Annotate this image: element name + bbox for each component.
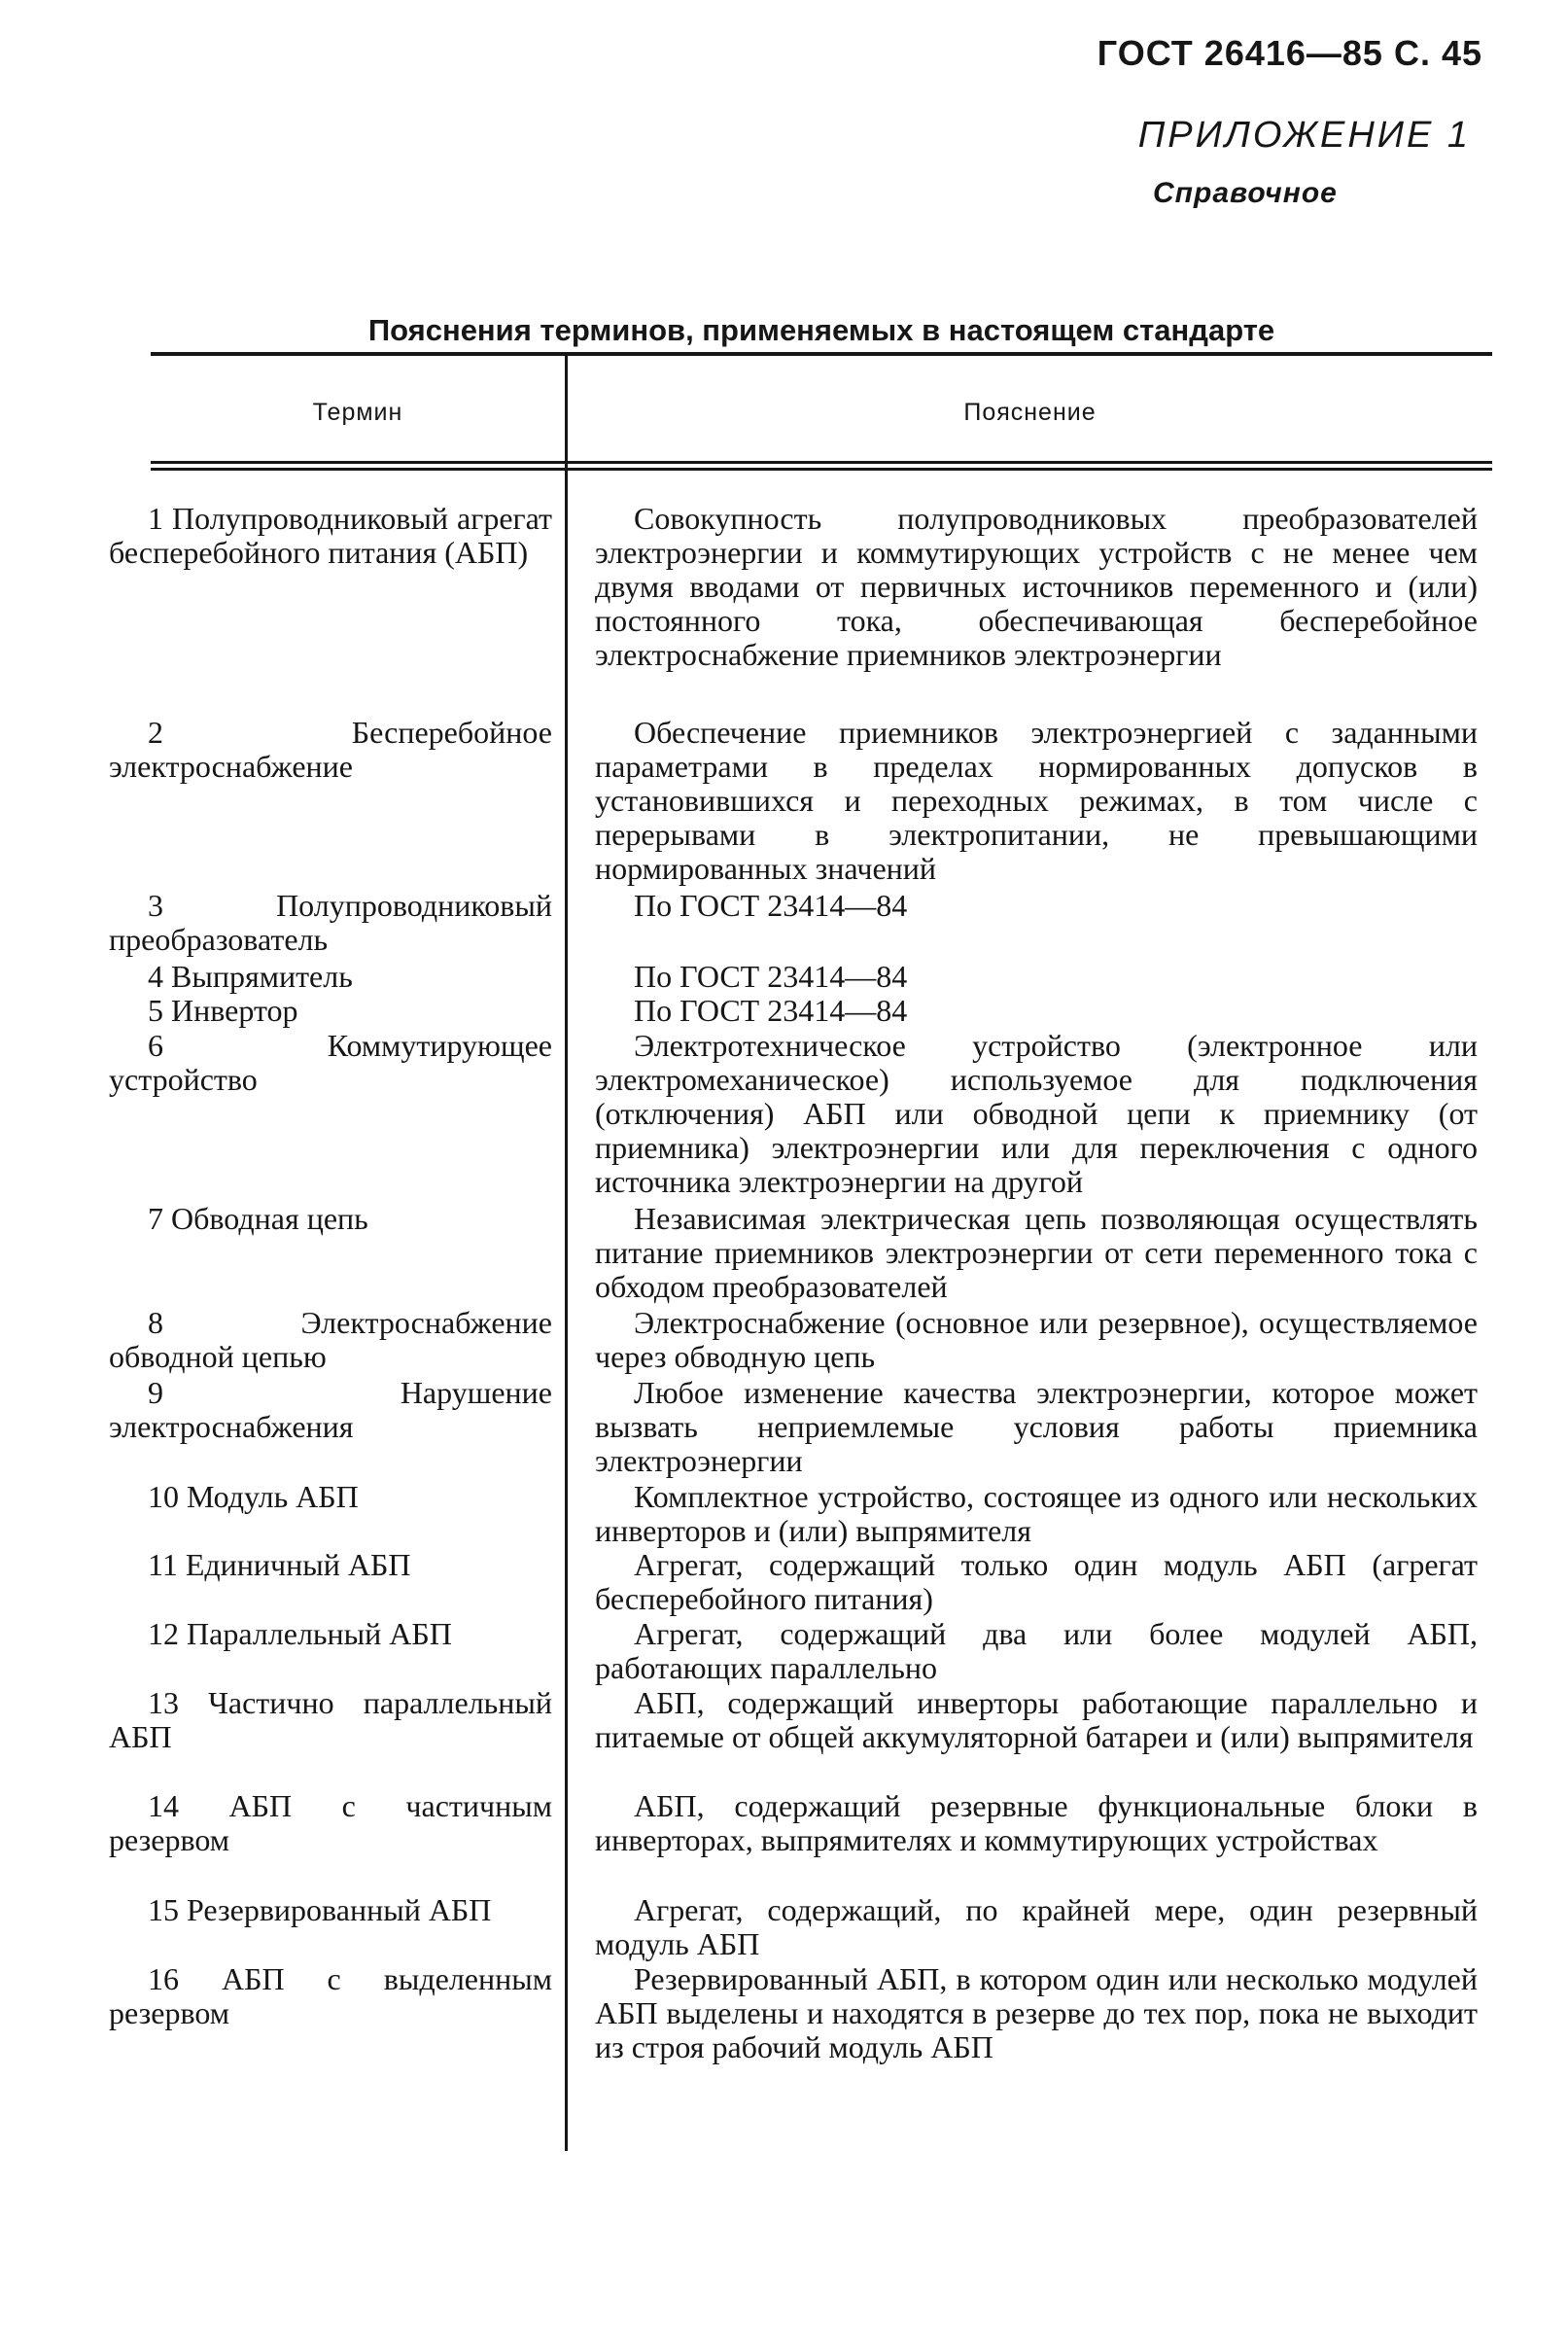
term-cell: 15 Резервированный АБП (148, 1892, 492, 1927)
explanation-cell: Любое изменение качества электроэнергии, которое может вызвать неприемлемые условия работы приемника электроэнергии (595, 1375, 1478, 1478)
explanation-cell: Агрегат, содержащий только один модуль АБП (агрегат бесперебойного питания) (595, 1547, 1478, 1616)
term-cell: 9 Нарушение электроснабжения (109, 1375, 552, 1444)
header-rule (151, 461, 1492, 464)
term-cell: 4 Выпрямитель (148, 959, 353, 994)
explanation-cell: Комплектное устройство, состоящее из одного или нескольких инверторов и (или) выпрямителя (595, 1479, 1478, 1548)
document-code: ГОСТ 26416—85 С. 45 (1097, 33, 1482, 73)
explanation-cell: Независимая электрическая цепь позволяющая осуществлять питание приемников электроэнергии от сети переменного тока с обходом преобразователей (595, 1201, 1478, 1304)
explanation-cell: По ГОСТ 23414—84 (634, 888, 908, 923)
term-cell: 7 Обводная цепь (148, 1201, 368, 1236)
explanation-cell: Агрегат, содержащий, по крайней мере, один резервный модуль АБП (595, 1892, 1478, 1961)
term-cell: 5 Инвертор (148, 993, 298, 1028)
term-cell: 1 Полупроводниковый агрегат бесперебойного питания (АБП) (109, 501, 552, 570)
table-top-rule (151, 352, 1492, 356)
appendix-title: ПРИЛОЖЕНИЕ 1 (1137, 115, 1471, 156)
term-cell: 14 АБП с частичным резервом (109, 1788, 552, 1857)
explanation-cell: Резервированный АБП, в котором один или несколько модулей АБП выделены и находятся в резерве до тех пор, пока не выходит из строя рабочий модуль АБП (595, 1961, 1478, 2064)
term-cell: 3 Полупроводниковый преобразователь (109, 888, 552, 957)
term-cell: 12 Параллельный АБП (148, 1616, 452, 1651)
explanation-cell: По ГОСТ 23414—84 (634, 993, 908, 1028)
header-rule-double (151, 468, 1492, 471)
explanation-cell: АБП, содержащий инверторы работающие параллельно и питаемые от общей аккумуляторной батареи и (или) выпрямителя (595, 1685, 1478, 1754)
term-cell: 10 Модуль АБП (148, 1479, 359, 1514)
explanation-cell: Электротехническое устройство (электронное или электромеханическое) используемое для подключения (отключения) АБП или обводной цепи к приемнику (от приемника) электроэнергии или для переключения с одного источника электроэнергии на другой (595, 1028, 1478, 1199)
explanation-cell: АБП, содержащий резервные функциональные блоки в инверторах, выпрямителях и коммутирующих устройствах (595, 1788, 1478, 1857)
term-cell: 2 Бесперебойное электроснабжение (109, 715, 552, 784)
explanation-cell: Электроснабжение (основное или резервное), осуществляемое через обводную цепь (595, 1305, 1478, 1374)
column-header-explanation: Пояснение (963, 399, 1097, 426)
explanation-cell: Обеспечение приемников электроэнергией с заданными параметрами в пределах нормированных допусков в установившихся и переходных режимах, в том числе с перерывами в электропитании, не превышающими нормированных значений (595, 715, 1478, 886)
term-cell: 8 Электроснабжение обводной цепью (109, 1305, 552, 1374)
column-header-term: Термин (312, 399, 403, 426)
explanation-cell: Совокупность полупроводниковых преобразователей электроэнергии и коммутирующих устройств с не менее чем двумя вводами от первичных источников переменного и (или) постоянного тока, обеспечивающая бесперебойное электроснабжение приемников электроэнергии (595, 501, 1478, 672)
term-cell: 6 Коммутирующее устройство (109, 1028, 552, 1097)
explanation-cell: По ГОСТ 23414—84 (634, 959, 908, 994)
term-cell: 11 Единичный АБП (148, 1547, 411, 1582)
table-title: Пояснения терминов, применяемых в настоящем стандарте (367, 313, 1275, 347)
explanation-cell: Агрегат, содержащий два или более модулей АБП, работающих параллельно (595, 1616, 1478, 1685)
column-divider (565, 352, 568, 2151)
appendix-type: Справочное (1153, 177, 1338, 209)
term-cell: 13 Частично параллельный АБП (109, 1685, 552, 1754)
term-cell: 16 АБП с выделенным резервом (109, 1961, 552, 2030)
